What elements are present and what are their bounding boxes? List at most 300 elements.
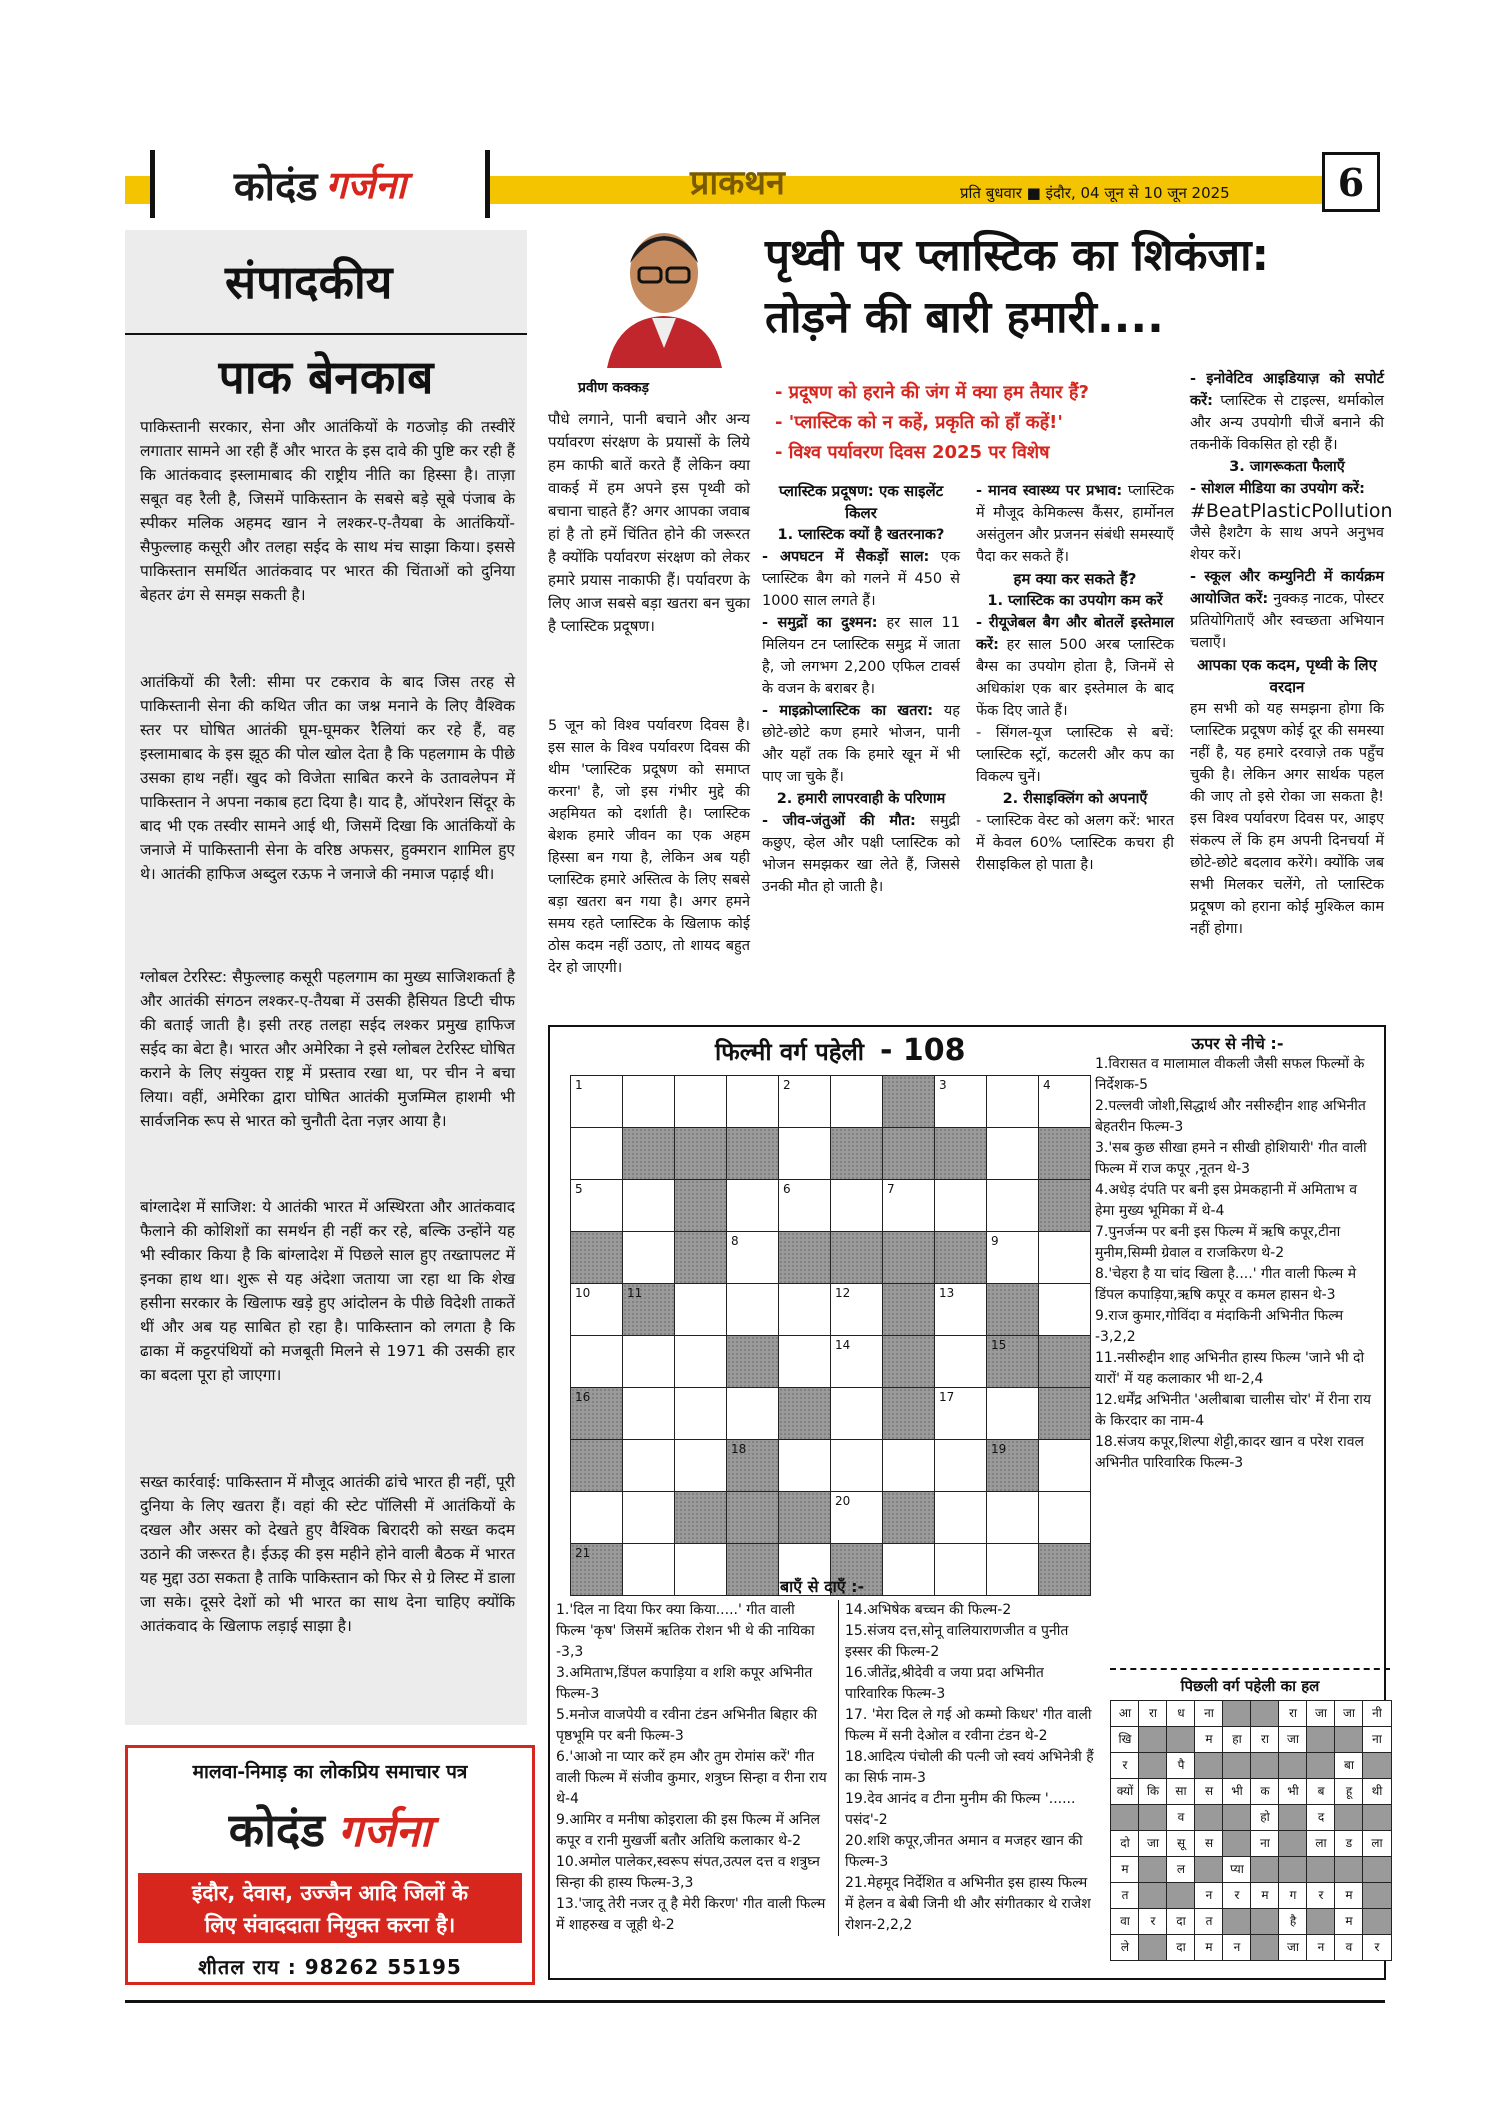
grid-cell [570,1075,623,1128]
solution-heading: पिछली वर्ग पहेली का हल [1110,1668,1390,1696]
clue: 13.'जादू तेरी नजर तू है मेरी किरण' गीत वाली फिल्म में शाहरुख व जूही थे-2 [556,1896,826,1933]
solution-cell: र [1222,1882,1252,1909]
grid-cell [622,1491,675,1544]
solution-cell: रा [1278,1700,1308,1727]
grid-cell [726,1283,779,1336]
grid-cell [778,1283,831,1336]
grid-cell [726,1387,779,1440]
grid-cell [622,1179,675,1232]
article-col2 [762,480,960,898]
solution-cell: र [1110,1752,1140,1779]
solution-block [1250,1908,1280,1935]
col2-p4: समुद्री कछुए, व्हेल और पक्षी प्लास्टिक को भोजन समझकर खा लेते हैं, जिससे उनकी मौत हो जाती है। [762,813,960,895]
solution-cell: र [1362,1934,1392,1961]
cell-number: 13 [939,1286,955,1300]
solution-block [1306,1752,1336,1779]
solution-cell: रा [1250,1726,1280,1753]
solution-block [1362,1856,1392,1883]
grid-block [830,1231,883,1284]
solution-block [1306,1726,1336,1753]
grid-cell [934,1283,987,1336]
ad-banner [138,1873,522,1943]
solution-block [1222,1830,1252,1857]
col3-sub2: 2. रीसाइक्लिंग को अपनाएँ [1002,791,1148,807]
solution-block [1194,1804,1224,1831]
col4-heading: आपका एक कदम, पृथ्वी के लिए वरदान [1197,656,1377,696]
grid-cell [986,1127,1039,1180]
clue: 17. 'मेरा दिल ले गई ओ कम्मो किधर' गीत वाली फिल्म में सनी देओल व रवीना टंडन थे-2 [845,1707,1092,1744]
grid-cell [1038,1283,1091,1336]
grid-block [674,1491,727,1544]
solution-cell: न [1194,1882,1224,1909]
grid-block [726,1543,779,1596]
cell-number: 8 [731,1234,739,1248]
grid-cell [778,1075,831,1128]
solution-cell: ना [1194,1700,1224,1727]
solution-block [1278,1752,1308,1779]
grid-cell [986,1179,1039,1232]
clue: 10.अमोल पालेकर,स्वरूप संपत,उत्पल दत्त व शत्रुघ्न सिन्हा की हास्य फिल्म-3,3 [556,1854,820,1891]
grid-cell [570,1283,623,1336]
solution-cell: म [1250,1882,1280,1909]
col3-p3: - सिंगल-यूज प्लास्टिक से बचें: प्लास्टिक स्ट्रॉ, कटलरी और कप का विकल्प चुनें। [976,725,1174,785]
grid-cell [622,1543,675,1596]
solution-cell: प्या [1222,1856,1252,1883]
col4-p4: हम सभी को यह समझना होगा कि प्लास्टिक प्रदूषण कोई दूर की समस्या नहीं है, यह हमारे दरवाज़े तक पहुँच चुकी है। लेकिन अगर सार्थक पहल की जाए तो इसे रोका जा सकता है! इस विश्व पर्यावरण दिवस पर, आइए संकल्प लें कि हम अपनी दिनचर्या में छोटे-छोटे बदलाव करेंगे। क्योंकि जब सभी मिलकर चलेंगे, तो प्लास्टिक प्रदूषण को हराना कोई मुश्किल काम नहीं होगा। [1190,701,1384,937]
cell-number: 16 [575,1390,591,1404]
grid-cell [778,1127,831,1180]
solution-cell: सू [1166,1830,1196,1857]
solution-block [1362,1908,1392,1935]
grid-block [570,1543,623,1596]
grid-cell [622,1335,675,1388]
solution-cell: वा [1110,1908,1140,1935]
col3-p1: प्लास्टिक में मौजूद केमिकल्स कैंसर, हार्मोनल असंतुलन और प्रजनन संबंधी समस्याएँ पैदा कर सकते हैं। [976,483,1174,565]
grid-cell [986,1491,1039,1544]
solution-cell: र [1306,1882,1336,1909]
logo-part2: गर्जना [325,162,407,207]
grid-cell [830,1387,883,1440]
grid-cell [986,1231,1039,1284]
solution-block [1194,1752,1224,1779]
across-heading: बाएँ से दाएँ :- [780,1577,865,1596]
subheads [775,378,1215,468]
solution-cell: बा [1334,1752,1364,1779]
grid-cell [570,1127,623,1180]
grid-block [726,1335,779,1388]
hashtag: #BeatPlasticPollution [1190,500,1393,522]
grid-cell [934,1335,987,1388]
solution-block [1138,1882,1168,1909]
solution-cell: रा [1138,1700,1168,1727]
ad-banner-line2: लिए संवाददाता नियुक्त करना है। [204,1913,456,1937]
col4-p1: प्लास्टिक से टाइल्स, थर्माकोल और अन्य उपयोगी चीजें बनाने की तकनीकें विकसित हो रही हैं। [1190,393,1384,453]
solution-block [1138,1804,1168,1831]
grid-cell [622,1075,675,1128]
solution-block [1278,1830,1308,1857]
grid-cell [934,1387,987,1440]
solution-cell: व [1166,1804,1196,1831]
author-name: प्रवीण कक्कड़ [578,380,649,396]
solution-cell: म [1194,1934,1224,1961]
masthead-logo [150,150,490,218]
section-name: प्राकथन [690,163,785,203]
col4-p2: जैसे हैशटैग के साथ अपने अनुभव शेयर करें। [1190,525,1384,563]
down-heading: ऊपर से नीचे :- [1191,1034,1284,1053]
grid-cell [882,1179,935,1232]
clue: 9.राज कुमार,गोविंदा व मंदाकिनी अभिनीत फिल्म -3,2,2 [1095,1308,1344,1345]
solution-block [1138,1752,1168,1779]
grid-cell [882,1543,935,1596]
clue: 7.पुनर्जन्म पर बनी इस फिल्म में ऋषि कपूर,टीना मुनीम,सिम्मी ग्रेवाल व राजकिरण थे-2 [1095,1224,1341,1261]
solution-block [1306,1908,1336,1935]
grid-cell [830,1283,883,1336]
grid-cell [882,1439,935,1492]
grid-block [934,1127,987,1180]
grid-cell [778,1179,831,1232]
col3-heading: हम क्या कर सकते हैं? [1013,570,1137,588]
cell-number: 2 [783,1078,791,1092]
grid-cell [622,1439,675,1492]
grid-cell [674,1283,727,1336]
cell-number: 6 [783,1182,791,1196]
col2-p2: हर साल 11 मिलियन टन प्लास्टिक समुद्र में जाता है, जो लगभग 2,200 एफिल टावर्स के वजन के बराबर है। [762,615,960,697]
editorial-paragraph: बांग्लादेश में साजिश: ये आतंकी भारत में अस्थिरता और आतंकवाद फैलाने की कोशिशों का समर्थन ही नहीं कर रहे, बल्कि उन्होंने यह भी स्वीकार किया है कि बांग्लादेश में पिछले साल हुए तख्तापलट में इनका हाथ था। शुरू से यह अंदेशा जताया जा रहा था कि शेख हसीना सरकार के खिलाफ खड़े हुए आंदोलन के पीछे विदेशी ताकतें थीं और अब यह साबित हो रहा है। पाकिस्तान को लगता है कि ढाका में कट्टरपंथियों को मजबूती मिलने से 1971 की उसकी हार का बदला पूरा हो जाएगा। [140,1198,515,1384]
grid-block [1038,1335,1091,1388]
editorial-label: संपादकीय [225,255,393,309]
crossword-number: - 108 [880,1033,966,1068]
solution-block [1166,1726,1196,1753]
solution-cell: हू [1334,1778,1364,1805]
grid-block [674,1231,727,1284]
article-intro: पौधे लगाने, पानी बचाने और अन्य पर्यावरण संरक्षण के प्रयासों के लिये हम काफी बातें करते हैं लेकिन क्या वाकई में हम अपने इस पृथ्वी को बचाना चाहते हैं? अगर आपका जवाब हां है तो हमें चिंतित होने की जरूरत है क्योंकि पर्यावरण संरक्षण को लेकर हमारे प्रयास नाकाफी हैं। पर्यावरण के लिए आज सबसे बड़ा खतरा बन चुका है प्लास्टिक प्रदूषण। [548,410,750,635]
article-col4 [1190,368,1393,940]
ad-tagline: मालवा-निमाड़ का लोकप्रिय समाचार पत्र [192,1761,468,1783]
editorial-title: पाक बेनकाब [218,350,434,404]
across-clues-left [556,1600,828,1936]
clue: 3.'सब कुछ सीखा हमने न सीखी होशियारी' गीत वाली फिल्म में राज कपूर ,नूतन थे-3 [1095,1140,1367,1177]
solution-block [1362,1882,1392,1909]
grid-block [622,1127,675,1180]
col4-p1-lead: - इनोवेटिव आइडियाज़ को सपोर्ट करें: [1190,371,1384,409]
clue: 5.मनोज वाजपेयी व रवीना टंडन अभिनीत बिहार की पृष्ठभूमि पर बनी फिल्म-3 [556,1707,818,1744]
solution-cell: क्यों [1110,1778,1140,1805]
grid-cell [1038,1231,1091,1284]
grid-cell [830,1491,883,1544]
solution-cell: ना [1362,1726,1392,1753]
across-clues-right [838,1600,1096,1936]
grid-cell [726,1075,779,1128]
grid-cell [934,1543,987,1596]
solution-block [1222,1804,1252,1831]
solution-cell: खि [1110,1726,1140,1753]
solution-cell: ब [1306,1778,1336,1805]
solution-block [1250,1934,1280,1961]
cell-number: 11 [627,1286,643,1300]
divider [125,333,527,335]
solution-cell: ध [1166,1700,1196,1727]
solution-block [1306,1856,1336,1883]
clue: 12.धर्मेंद्र अभिनीत 'अलीबाबा चालीस चोर' में रीना राय के किरदार का नाम-4 [1095,1392,1372,1429]
ad-banner-line1: इंदौर, देवास, उज्जैन आदि जिलों के [191,1881,469,1905]
grid-block [882,1075,935,1128]
grid-cell [830,1179,883,1232]
grid-block [934,1231,987,1284]
clue: 2.पल्लवी जोशी,सिद्धार्थ और नसीरुद्दीन शाह अभिनीत बेहतरीन फिल्म-3 [1095,1098,1366,1135]
grid-block [726,1127,779,1180]
ad-logo-part1: कोदंड [228,1803,325,1857]
clue: 20.शशि कपूर,जीनत अमान व मजहर खान की फिल्म-3 [845,1833,1083,1870]
advertisement [125,1745,535,1985]
col2-p1: एक प्लास्टिक बैग को गलने में 450 से 1000 साल लगते हैं। [762,549,961,609]
cell-number: 3 [939,1078,947,1092]
solution-cell: कि [1138,1778,1168,1805]
solution-cell: त [1194,1908,1224,1935]
grid-block [1038,1543,1091,1596]
solution-cell: भी [1222,1778,1252,1805]
cell-number: 15 [991,1338,1007,1352]
clue: 4.अधेड़ दंपति पर बनी इस प्रेमकहानी में अमिताभ व हेमा मुख्य भूमिका में थे-4 [1095,1182,1357,1219]
clue: 1.'दिल ना दिया फिर क्या किया.....' गीत वाली फिल्म 'कृष' जिसमें ऋतिक रोशन भी थे की नायिका -3,3 [556,1602,815,1660]
solution-block [1138,1856,1168,1883]
solution-cell: र [1138,1908,1168,1935]
grid-block [778,1387,831,1440]
article-headline [765,225,1385,349]
cell-number: 19 [991,1442,1007,1456]
solution-cell: दा [1166,1908,1196,1935]
dateline: प्रति बुधवार ■ इंदौर, 04 जून से 10 जून 2025 [960,184,1230,202]
solution-block [1278,1804,1308,1831]
solution-cell: क [1250,1778,1280,1805]
solution-cell: जा [1278,1726,1308,1753]
down-clues [1095,1032,1380,1474]
solution-cell: ला [1362,1830,1392,1857]
solution-block [1222,1908,1252,1935]
solution-cell: न [1306,1934,1336,1961]
grid-block [1038,1387,1091,1440]
solution-cell: स [1194,1778,1224,1805]
solution-cell: ग [1278,1882,1308,1909]
cell-number: 18 [731,1442,747,1456]
grid-cell [986,1075,1039,1128]
solution-block [1362,1804,1392,1831]
editorial-paragraph: ग्लोबल टेररिस्ट: सैफुल्लाह कसूरी पहलगाम का मुख्य साजिशकर्ता है और आतंकी संगठन लश्कर-ए-तैयबा में उसकी हैसियत डिप्टी चीफ की बताई जाती है। इसी तरह तलहा सईद लश्कर प्रमुख हाफिज सईद का बेटा है। भारत और अमेरिका ने इसे ग्लोबल टेररिस्ट घोषित कराने के लिए संयुक्त राष्ट्र में प्रस्ताव रखा था, पर चीन ने बचा लिया। वहीं, अमेरिका द्वारा घोषित आतंकी मुजम्मिल हाशमी भी सार्वजनिक रूप से भारत को चुनौती देता नज़र आया है। [140,968,515,1130]
grid-cell [570,1179,623,1232]
solution-block [1362,1752,1392,1779]
cell-number: 9 [991,1234,999,1248]
grid-cell [778,1335,831,1388]
grid-cell [674,1439,727,1492]
grid-cell [674,1075,727,1128]
solution-cell: आ [1110,1700,1140,1727]
grid-cell [1038,1491,1091,1544]
clue: 1.विरासत व मालामाल वीकली जैसी सफल फिल्मों के निर्देशक-5 [1095,1056,1365,1093]
grid-block [570,1387,623,1440]
article-col3 [976,480,1174,876]
footer-rule [125,2000,1385,2003]
grid-cell [1038,1075,1091,1128]
solution-cell: जा [1278,1934,1308,1961]
page-number: 6 [1322,152,1380,212]
grid-block [570,1231,623,1284]
solution-cell: है [1278,1908,1308,1935]
grid-block [882,1231,935,1284]
grid-block [986,1283,1039,1336]
grid-cell [1038,1439,1091,1492]
cell-number: 1 [575,1078,583,1092]
solution-block [1334,1804,1364,1831]
grid-cell [986,1543,1039,1596]
grid-block [778,1491,831,1544]
grid-cell [674,1335,727,1388]
col2-p4-lead: - जीव-जंतुओं की मौत: [762,813,916,829]
grid-block [570,1439,623,1492]
clue: 21.मेहमूद निर्देशित व अभिनीत इस हास्य फिल्म में हेलन व बेबी जिनी थी और संगीतकार थे राजेश रोशन-2,2,2 [845,1875,1091,1933]
grid-cell [934,1075,987,1128]
grid-block [882,1387,935,1440]
solution-cell: म [1334,1882,1364,1909]
solution-cell: त [1110,1882,1140,1909]
grid-block [882,1491,935,1544]
col2-p3-lead: - माइक्रोप्लास्टिक का खतरा: [762,703,934,719]
solution-cell: जा [1334,1700,1364,1727]
grid-cell [934,1439,987,1492]
solution-cell: जा [1306,1700,1336,1727]
solution-cell: म [1110,1856,1140,1883]
solution-cell: स [1194,1830,1224,1857]
clue: 9.आमिर व मनीषा कोइराला की इस फिल्म में अनिल कपूर व रानी मुखर्जी बतौर अतिथि कलाकार थे-2 [556,1812,821,1849]
crossword-title: फिल्मी वर्ग पहेली [715,1038,864,1066]
col4-sub1: 3. जागरूकता फैलाएँ [1229,459,1345,475]
clue: 11.नसीरुद्दीन शाह अभिनीत हास्य फिल्म 'जाने भी दो यारों' में यह कलाकार भी था-2,4 [1095,1350,1365,1387]
grid-cell [674,1387,727,1440]
col3-p1-lead: - मानव स्वास्थ्य पर प्रभाव: [976,483,1123,499]
clue: 18.संजय कपूर,शिल्पा शेट्टी,कादर खान व परेश रावल अभिनीत पारिवारिक फिल्म-3 [1095,1434,1364,1471]
solution-block [1250,1700,1280,1727]
grid-cell [986,1387,1039,1440]
headline-line2: तोड़ने की बारी हमारी.... [765,292,1164,343]
editorial-paragraph: पाकिस्तानी सरकार, सेना और आतंकियों के गठजोड़ की तस्वीरें लगातार सामने आ रही हैं और भारत के इस दावे की पुष्टि कर रही हैं कि आतंकवाद इस्लामाबाद की राष्ट्रीय नीति का हिस्सा है। ताज़ा सबूत वह रैली है, जिसमें पाकिस्तान के सबसे बड़े सूबे पंजाब के स्पीकर मलिक अहमद खान ने लश्कर-ए-तैयबा के आतंकियों- सैफुल्लाह कसूरी और तलहा सईद के साथ मंच साझा किया। इससे पाकिस्तान समर्थित आतंकवाद पर भारत की चिंताओं को दुनिया बेहतर ढंग से समझ सकती है। [140,418,515,604]
solution-cell: दो [1110,1830,1140,1857]
grid-block [882,1283,935,1336]
cell-number: 10 [575,1286,591,1300]
solution-cell: ड [1334,1830,1364,1857]
solution-cell: जा [1138,1830,1168,1857]
grid-block [1038,1179,1091,1232]
solution-block [1278,1856,1308,1883]
grid-cell [674,1543,727,1596]
solution-block [1250,1752,1280,1779]
grid-cell [778,1439,831,1492]
clue: 19.देव आनंद व टीना मुनीम की फिल्म '...... पसंद'-2 [845,1791,1076,1828]
grid-block [674,1179,727,1232]
solution-cell: सा [1166,1778,1196,1805]
solution-block [1194,1856,1224,1883]
solution-block [1138,1726,1168,1753]
solution-block [1334,1726,1364,1753]
clue: 3.अमिताभ,डिंपल कपाड़िया व शशि कपूर अभिनीत फिल्म-3 [556,1665,813,1702]
grid-cell [830,1439,883,1492]
col3-p2: हर साल 500 अरब प्लास्टिक बैग्स का उपयोग होता है, जिनमें से अधिकांश एक बार इस्तेमाल के बाद फेंक दिए जाते हैं। [976,637,1174,719]
solution-cell: म [1194,1726,1224,1753]
solution-cell: ले [1110,1934,1140,1961]
col2-p1-lead: - अपघटन में सैकड़ों साल: [762,549,930,565]
cell-number: 5 [575,1182,583,1196]
col2-sub1: 1. प्लास्टिक क्यों है खतरनाक? [777,527,945,543]
solution-cell: भी [1278,1778,1308,1805]
solution-cell: हा [1222,1726,1252,1753]
editorial-paragraph: आतंकियों की रैली: सीमा पर टकराव के बाद जिस तरह से पाकिस्तानी सेना की कथित जीत का जश्न मनाने के लिए वैश्विक स्तर पर घोषित आतंकी घूम-घूमकर रैलियां कर रहे हैं, वह इस्लामाबाद के इस झूठ की पोल खोल देता है कि पहलगाम के पीछे उसका हाथ नहीं। खुद को विजेता साबित करने के उतावलेपन में पाकिस्तान ने अपना नकाब हटा दिया है। याद है, ऑपरेशन सिंदूर के बाद भी एक तस्वीर सामने आई थी, जिसमें दिखा कि आतंकियों के जनाजे में पाकिस्तानी सेना के वरिष्ठ अफसर, हुक्मरान शामिल हुए थे। आतंकी हाफिज अब्दुल रऊफ ने जनाजे की नमाज पढ़ाई थी। [140,673,515,883]
solution-cell: न [1222,1934,1252,1961]
col3-sub1: 1. प्लास्टिक का उपयोग कम करें [987,593,1163,609]
article-col1: 5 जून को विश्व पर्यावरण दिवस है। इस साल के विश्व पर्यावरण दिवस की थीम 'प्लास्टिक प्रदूषण को समाप्त करना' है, जो इस गंभीर मुद्दे की अहमियत को दर्शाती है। प्लास्टिक बेशक हमारे जीवन का एक अहम हिस्सा बन गया है, लेकिन अब यही प्लास्टिक हमारे अस्तित्व के लिए सबसे बड़ा खतरा बन गया है। अगर हमने समय रहते प्लास्टिक के खिलाफ कोई ठोस कदम नहीं उठाए, तो शायद बहुत देर हो जाएगी। [548,718,750,976]
cell-number: 21 [575,1546,591,1560]
grid-block [986,1439,1039,1492]
solution-cell: म [1334,1908,1364,1935]
ad-contact: शीतल राय : 98262 55195 [198,1955,462,1979]
grid-cell [622,1387,675,1440]
clue: 6.'आओ ना प्यार करें हम और तुम रोमांस करें' गीत वाली फिल्म में संजीव कुमार, शत्रुघ्न सिन्हा व रीना राय थे-4 [556,1749,827,1807]
ad-logo-part2: गर्जना [338,1806,432,1857]
subhead: - 'प्लास्टिक को न कहें, प्रकृति को हाँ कहें!' [775,412,1063,433]
author-photo [597,218,732,368]
solution-cell: ला [1306,1830,1336,1857]
clue: 15.संजय दत्त,सोनू वालियाराणजीत व पुनीत इस्सर की फिल्म-2 [845,1623,1069,1660]
clue: 8.'चेहरा है या चांद खिला है....' गीत वाली फिल्म मे डिंपल कपाड़िया,ऋषि कपूर व कमल हासन थे-3 [1095,1266,1357,1303]
solution-cell: पै [1166,1752,1196,1779]
editorial-paragraph: सख्त कार्रवाई: पाकिस्तान में मौजूद आतंकी ढांचे भारत ही नहीं, पूरी दुनिया के लिए खतरा हैं। वहां की स्टेट पॉलिसी में आतंकियों के दखल और असर को देखते हुए वैश्विक बिरादरी को सख्त कदम उठाने की जरूरत है। ईऊइ की इस महीने होने वाली बैठक में भारत यह मुद्दा उठा सकता है ताकि पाकिस्तान को फिर से ग्रे लिस्ट में डाला जा सके। दूसरे देशों को भी भारत का साथ देना चाहिए क्योंकि आतंकवाद के खिलाफ लड़ाई साझा है। [140,1473,515,1635]
clue: 18.आदित्य पंचोली की पत्नी जो स्वयं अभिनेत्री हैं का सिर्फ नाम-3 [845,1749,1094,1786]
grid-cell [570,1335,623,1388]
grid-block [778,1231,831,1284]
cell-number: 20 [835,1494,851,1508]
cell-number: 7 [887,1182,895,1196]
grid-cell [934,1491,987,1544]
solution-cell: नी [1362,1700,1392,1727]
grid-cell [622,1231,675,1284]
cell-number: 14 [835,1338,851,1352]
grid-block [830,1127,883,1180]
subhead: - विश्व पर्यावरण दिवस 2025 पर विशेष [775,442,1050,463]
grid-block [882,1335,935,1388]
solution-block [1222,1752,1252,1779]
solution-block [1166,1882,1196,1909]
solution-cell: द [1306,1804,1336,1831]
solution-block [1334,1856,1364,1883]
grid-block [1038,1127,1091,1180]
col3-p4: - प्लास्टिक वेस्ट को अलग करें: भारत में केवल 60% प्लास्टिक कचरा ही रीसाइकिल हो पाता है। [976,813,1174,873]
col4-p3: नुक्कड़ नाटक, पोस्टर प्रतियोगिताएँ और स्वच्छता अभियान चलाएँ। [1190,591,1384,651]
subhead: - प्रदूषण को हराने की जंग में क्या हम तैयार हैं? [775,382,1089,403]
solution-block [1110,1804,1140,1831]
headline-line1: पृथ्वी पर प्लास्टिक का शिकंजा: [765,230,1270,281]
grid-cell [934,1179,987,1232]
logo-part1: कोदंड [233,162,318,210]
grid-cell [830,1075,883,1128]
cell-number: 4 [1043,1078,1051,1092]
solution-cell: हो [1250,1804,1280,1831]
grid-cell [830,1335,883,1388]
cell-number: 17 [939,1390,955,1404]
solution-cell: थी [1362,1778,1392,1805]
ad-logo [128,1798,532,1860]
grid-cell [570,1491,623,1544]
grid-cell [726,1231,779,1284]
solution-cell: ल [1166,1856,1196,1883]
clue: 14.अभिषेक बच्चन की फिल्म-2 [845,1602,1012,1618]
col4-p2-lead: - सोशल मीडिया का उपयोग करें: [1190,481,1365,497]
solution-block [1250,1856,1280,1883]
